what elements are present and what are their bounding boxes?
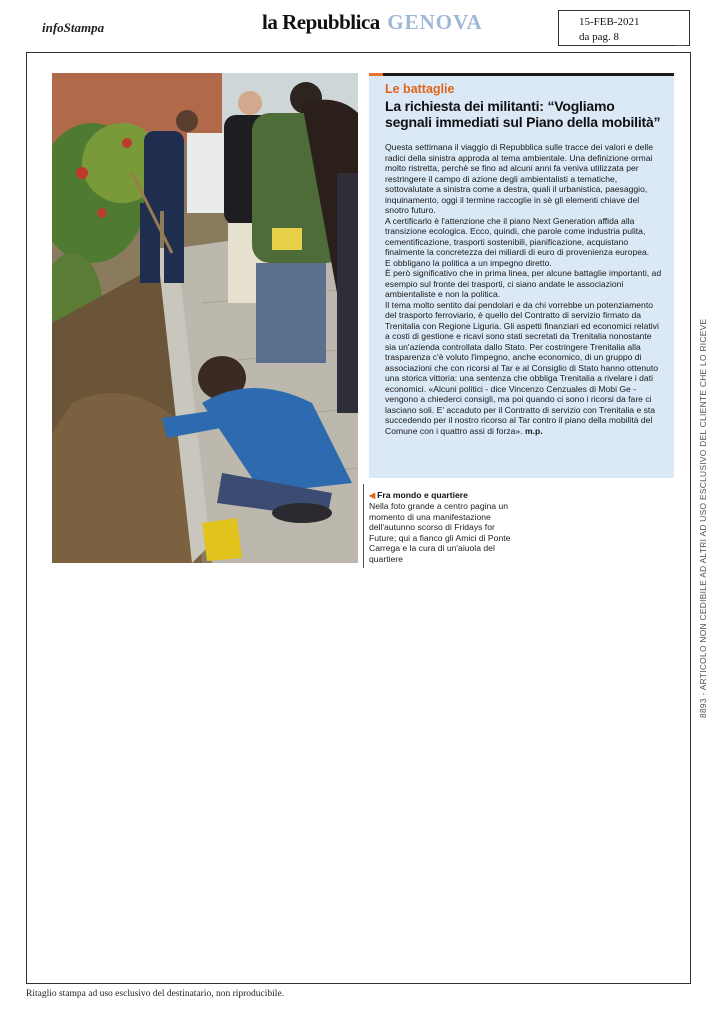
article-box [369,76,674,478]
article-body [385,142,664,436]
date-box [558,10,690,46]
publication-date: 15-FEB-2021 [579,16,640,28]
triangle-left-icon: ◀ [369,491,376,500]
article-paragraph-last [385,300,664,437]
author-signature: m.p. [524,425,543,436]
article-paragraph: È però significativo che in prima linea, per alcune battaglie importanti, ad esempio sul fronte dei trasporti, ci siano andate le associazioni ambientaliste e non la politica. [385,268,662,299]
article-kicker: Le battaglie [385,82,455,96]
article-paragraph: Questa settimana il viaggio di Repubblica sulle tracce dei valori e delle radici della sinistra approda al tema ambientale. Una definizione ormai molto ristretta, perchè se fino ad alcuni anni fa veniva utilizzata per restringere il campo di azione degli ambientalisti a tematiche, sottovalutate a sinistra come a destra, quali il urbanistica, paesaggio, inquinamento, oggi il termine raccoglie in sè gli elementi chiave del snotro futuro. [385,142,653,215]
logo-text: infoStampa [42,20,105,35]
article-headline: La richiesta dei militanti: “Vogliamo segnali immediati sul Piano della mobilità” [385,98,661,130]
footer-notice: Ritaglio stampa ad uso esclusivo del destinatario, non riproducibile. [26,989,285,999]
masthead-name: la Repubblica [262,10,380,34]
article-photo [52,73,358,563]
article-paragraph-text: Il tema molto sentito dai pendolari e da chi vorrebbe un potenziamento del trasporto ferroviario, è quello del Contratto di servizio firmato da Trenitalia con Regione Liguria. Gli aspetti finanziari ed economici relativi a costi di gestione e ricavi sono stati secretati da Trenitalia nonostante sia un'azienda controllata dallo Stato. Per costringere Trenitalia alla trasparenza c'è voluto l'impegno, anche economico, di un gruppo di associazioni che con ricorsi al Tar e al Consiglio di Stato hanno ottenuto una storica vittoria: una sentenza che obbliga Trenitalia a rivelare i dati economici. «Alcuni politici - dice Vincenzo Cenzuales di Mobi Ge - vengono a chiederci consigli, ma poi quando ci sono i ricorsi da fare ci lasciano soli. E' accaduto per il Contratto di servizio con Trenitalia e sta succedendo per il nostro ricorso al Tar contro il piano della mobilità del Comune con i quattro assi di forza». [385,299,659,436]
masthead-city: GENOVA [387,10,483,34]
caption-rule [363,484,364,568]
masthead [262,10,483,35]
article-paragraph: A certificarlo è l'attenzione che il piano Next Generation affida alla transizione ecologica. Ecco, quindi, che parole come industria pulita, cementificazione, trasporti sostenibili, pianificazione, acquistano finalmente la concretezza dei miliardi di euro di provenienza europea. [385,215,650,257]
page-reference: da pag. 8 [579,31,620,43]
caption-title: Fra mondo e quartiere [377,490,468,500]
article-paragraph: E obbligano la politica a un impegno diretto. [385,257,552,268]
infostampa-logo [42,20,104,36]
caption-title-row [369,490,468,500]
divider [676,45,686,46]
caption-text: Nella foto grande a centro pagina un momento di una manifestazione dell'autunno scorso di Fridays for Future; qui a fianco gli Amici di Ponte Carrega e la cura di un'aiuola del quartiere [369,501,511,564]
side-notice: 8893 - ARTICOLO NON CEDIBILE AD ALTRI AD USO ESCLUSIVO DEL CLIENTE CHE LO RICEVE [698,318,708,718]
